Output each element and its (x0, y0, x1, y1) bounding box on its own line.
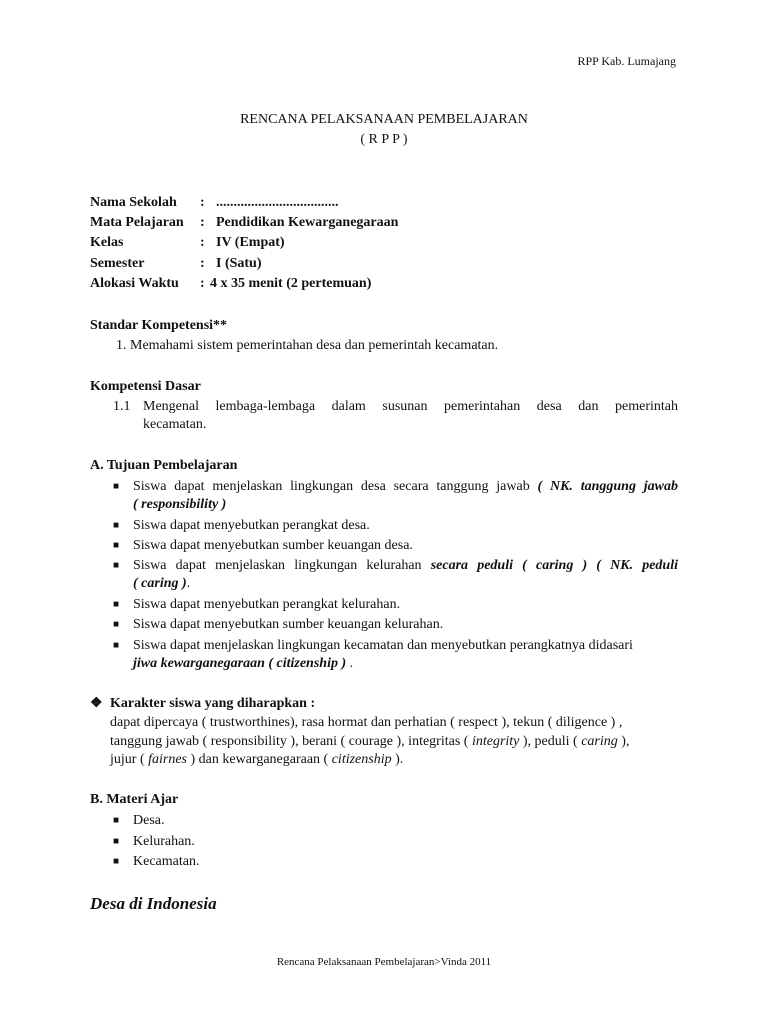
materi-heading: B. Materi Ajar (90, 792, 179, 807)
identity-colon: : (200, 276, 205, 291)
bullet-icon: ■ (113, 599, 120, 610)
karakter-text: ). (391, 752, 404, 767)
bullet-icon: ■ (113, 520, 120, 531)
list-item-text: Siswa dapat menjelaskan lingkungan kecamatan dan menyebutkan perangkatnya didasari (133, 638, 633, 653)
page-footer: Rencana Pelaksanaan Pembelajaran>Vinda 2011 (276, 956, 492, 968)
identity-colon: : (200, 235, 205, 250)
bullet-icon: ■ (113, 540, 120, 551)
document-subtitle: ( R P P ) (360, 132, 408, 147)
document-title: RENCANA PELAKSANAAN PEMBELAJARAN (240, 112, 528, 127)
karakter-text: ) dan kewarganegaraan ( (187, 752, 332, 767)
list-item-text: Siswa dapat menyebutkan sumber keuangan desa. (133, 538, 413, 553)
karakter-italic: citizenship (331, 752, 392, 767)
identity-colon: : (200, 215, 205, 230)
list-item (113, 637, 678, 675)
bullet-icon: ■ (113, 640, 120, 651)
list-item-text: . (186, 576, 191, 591)
kompetensi-line-1: Mengenal lembaga-lembaga dalam susunan pemerintahan desa dan pemerintah (143, 399, 678, 414)
identity-row-time (90, 276, 371, 292)
diamond-bullet-icon: ❖ (90, 696, 103, 711)
kompetensi-number: 1.1 (113, 399, 131, 414)
list-item-line (133, 575, 678, 593)
karakter-text: jujur ( (110, 752, 149, 767)
bullet-icon: ■ (113, 836, 120, 847)
kompetensi-line-2: kecamatan. (143, 417, 207, 432)
karakter-heading: Karakter siswa yang diharapkan : (110, 696, 316, 711)
identity-row-semester (90, 256, 262, 272)
section-title: Desa di Indonesia (90, 894, 217, 913)
bullet-icon: ■ (113, 481, 120, 492)
tujuan-heading: A. Tujuan Pembelajaran (90, 458, 238, 473)
karakter-text: ), peduli ( (519, 734, 582, 749)
list-item-line (133, 557, 678, 575)
list-item-text: Siswa dapat menjelaskan lingkungan desa secara tanggung jawab (133, 479, 538, 494)
list-item-emphasis: ( NK. tanggung jawab (537, 479, 679, 494)
identity-label: Alokasi Waktu (90, 276, 179, 291)
karakter-italic: caring (581, 734, 618, 749)
karakter-italic: integrity (471, 734, 520, 749)
kompetensi-heading: Kompetensi Dasar (90, 379, 201, 394)
karakter-heading-row (90, 695, 315, 712)
identity-row-school (90, 195, 339, 211)
list-item (113, 478, 678, 516)
standar-heading: Standar Kompetensi** (90, 318, 228, 333)
list-item-text: Siswa dapat menyebutkan sumber keuangan kelurahan. (133, 617, 444, 632)
bullet-icon: ■ (113, 856, 120, 867)
bullet-icon: ■ (113, 815, 120, 826)
list-item-text: Desa. (133, 813, 165, 828)
identity-row-class (90, 235, 285, 251)
identity-value: 4 x 35 menit (2 pertemuan) (210, 276, 372, 291)
karakter-line-2 (110, 734, 629, 750)
list-item (113, 557, 678, 595)
list-item-text: Kelurahan. (133, 834, 195, 849)
list-item-text: . (346, 656, 354, 671)
list-item-emphasis: ( responsibility ) (133, 497, 227, 512)
list-item-emphasis: ( caring ) (133, 576, 187, 591)
standar-item: 1. Memahami sistem pemerintahan desa dan pemerintah kecamatan. (116, 338, 499, 353)
list-item-line (133, 655, 678, 673)
header-right-text: RPP Kab. Lumajang (577, 54, 676, 68)
list-item-text: Kecamatan. (133, 854, 200, 869)
identity-label: Semester (90, 256, 145, 271)
identity-value: I (Satu) (216, 256, 262, 271)
bullet-icon: ■ (113, 619, 120, 630)
list-item-emphasis: secara peduli ( caring ) ( NK. peduli (430, 558, 679, 573)
identity-row-subject (90, 215, 398, 231)
identity-value: ................................... (216, 195, 339, 210)
identity-value: IV (Empat) (216, 235, 285, 250)
identity-label: Kelas (90, 235, 124, 250)
identity-value: Pendidikan Kewarganegaraan (216, 215, 399, 230)
list-item-text: Siswa dapat menyebutkan perangkat kelurahan. (133, 597, 401, 612)
identity-colon: : (200, 195, 205, 210)
karakter-line-1: dapat dipercaya ( trustworthines), rasa hormat dan perhatian ( respect ), tekun ( diligence ) , (110, 715, 623, 730)
list-item-line (133, 478, 678, 496)
list-item-text: Siswa dapat menjelaskan lingkungan kelurahan (133, 558, 431, 573)
list-item-emphasis: jiwa kewarganegaraan ( citizenship ) (133, 656, 347, 671)
karakter-line-3 (110, 752, 403, 768)
identity-colon: : (200, 256, 205, 271)
identity-label: Mata Pelajaran (90, 215, 184, 230)
bullet-icon: ■ (113, 560, 120, 571)
list-item-text: Siswa dapat menyebutkan perangkat desa. (133, 518, 370, 533)
karakter-italic: fairnes (148, 752, 187, 767)
karakter-text: tanggung jawab ( responsibility ), berani ( courage ), integritas ( (110, 734, 472, 749)
identity-label: Nama Sekolah (90, 195, 177, 210)
karakter-text: ), (617, 734, 630, 749)
